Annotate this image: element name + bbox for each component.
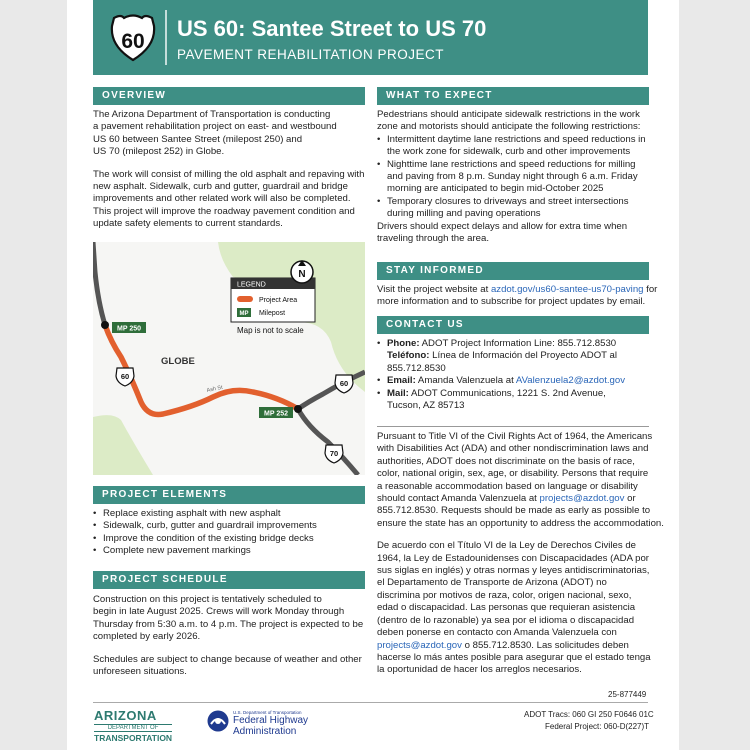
schedule-paragraph-2: Schedules are subject to change because of weather and other unforeseen situations. [93, 653, 362, 678]
map-city-label: GLOBE [161, 356, 195, 367]
expect-list [377, 134, 667, 221]
svg-text:60: 60 [339, 379, 349, 388]
contact-us-heading: CONTACT US [377, 316, 649, 334]
overview-paragraph-1: The Arizona Department of Transportation is conducting a pavement rehabilitation project on east- and westbound US 60 between Santee Street (milepost 250) and US 70 (milepost 252) in Globe. [93, 109, 337, 158]
shield-number: 60 [121, 30, 145, 53]
schedule-text [93, 594, 378, 688]
list-item: • Replace existing asphalt with new asphalt [93, 508, 378, 520]
legend-project-area-swatch [237, 296, 253, 302]
expect-text [377, 109, 667, 245]
what-to-expect-heading: WHAT TO EXPECT [377, 87, 649, 105]
svg-text:MP 250: MP 250 [117, 325, 141, 333]
svg-text:N: N [298, 269, 306, 280]
svg-text:Milepost: Milepost [259, 310, 286, 317]
title-vi-spanish: De acuerdo con el Título VI de la Ley de Derechos Civiles de 1964, la Ley de Estadounidenses con Discapacidades (ADA por sus siglas en inglés) y otras normas y leyes antidiscriminatorias, el Departamento de Transporte de Arizona (ADOT) no discrimina por motivos de raza, color, origen nacional, sexo, edad o discapacidad. Las personas que requieran asistencia (dentro de lo razonable) ya sea por el idioma o discapacidad deben ponerse en contacto con Amanda Valenzuela con projects@azdot.gov o 855.712.8530. Las solicitudes deben hacerse lo más antes posible para asegurar que el estado tenga la oportunidad de hacer los arreglos necesarios. [377, 540, 651, 676]
contact-email-link[interactable]: AValenzuela2@azdot.gov [515, 375, 626, 387]
stay-informed-text: Visit the project website at azdot.gov/us60-santee-us70-paving for more information and to subscribe for project updates by email. [377, 284, 658, 308]
svg-text:70: 70 [329, 449, 339, 458]
expect-outro: Drivers should expect delays and allow for extra time when traveling through the area. [377, 220, 628, 245]
contact-mail: • Mail: ADOT Communications, 1221 S. 2nd Avenue, Tucson, AZ 85713 [377, 388, 667, 413]
overview-heading: OVERVIEW [93, 87, 365, 105]
schedule-paragraph-1: Construction on this project is tentatively scheduled to begin in late August 2025. Crews will work Monday through Thursday from 5:30 a.m. to 4 p.m. The project is expected to be completed by early 2026. [93, 594, 364, 643]
project-elements-list [93, 508, 378, 558]
list-item: • Nighttime lane restrictions and speed reductions for milling and paving from 8 p.m. Sunday night through 6 a.m. Friday morning are anticipated to begin mid-October 2025 [377, 159, 667, 196]
document-code: 25-877449 [608, 690, 647, 699]
footer-divider [93, 702, 648, 703]
section-divider [377, 426, 649, 427]
fact-sheet-page: 60 US 60: Santee Street to US 70 PAVEMENT REHABILITATION PROJECT OVERVIEW The Arizona Department of Transportation is conducting a pavement rehabilitation project on east- and westbound US 60 between Santee Street (milepost 250) and US 70 (milepost 252) in Globe. The work will consist of milling the old asphalt and repaving with new asphalt. Sidewalk, curb and gutter, guardrail and bridge improvements and other related work will also be completed. This project will improve the roadway pavement condition and update safety elements to current standards. MP 250 MP 252 GLOBE Ash St 60 60 70 LEGEND Project Area MP Milepost N Map is not to scale PROJECT ELEMENTS • Replace existing asphalt with new asphalt • Sidewalk, curb, gutter and guardrail improvements • Improve the condition of the existing bridge decks • Complete new pavement markings PROJECT SCHEDULE Construction on this project is tentatively scheduled to begin in late August 2025. Crews will work Monday through Thursday from 5:30 a.m. to 4 p.m. The project is expected to be completed by early 2026. Schedules are subject to change because of weather and other unforeseen situations. WHAT TO EXPECT Pedestrians should anticipate sidewalk restrictions in the work zone and motorists should anticipate the following restrictions: • Intermittent daytime lane restrictions and speed reductions in the work zone for sidewalk, curb and other improvements • Nighttime lane restrictions and speed reductions for milling and paving from 8 p.m. Sunday night through 6 a.m. Friday morning are anticipated to begin mid-October 2025 • Temporary closures to driveways and street intersections during milling and paving operations Drivers should expect delays and allow for extra time when traveling through the area. STAY INFORMED Visit the project website at azdot.gov/us60-santee-us70-paving for more information and to subscribe for project updates by email. CONTACT US • Phone: ADOT Project Information Line: 855.712.8530 Teléfono: Línea de Información del Proyecto ADOT al 855.712.8530 • Email: Amanda Valenzuela at AValenzuela2@azdot.gov • Mail: ADOT Communications, 1221 S. 2nd Avenue, Tucson, AZ 85713 Pursuant to Title VI of the Civil Rights Act of 1964, the Americans with Disabilities Act (ADA) and other nondiscrimination laws and authorities, ADOT does not discriminate on the basis of race, color, national origin, sex, age, or disability. Persons that require a reasonable accommodation based on language or disability should contact Amanda Valenzuela at projects@azdot.gov or 855.712.8530. Requests should be made as early as possible to ensure the state has an opportunity to address the accommodation. De acuerdo con el Título VI de la Ley de Derechos Civiles de 1964, la Ley de Estadounidenses con Discapacidades (ADA por sus siglas en inglés) y otras normas y leyes antidiscriminatorias, el Departamento de Transporte de Arizona (ADOT) no discrimina por motivos de raza, color, origen nacional, sexo, edad o discapacidad. Las personas que requieran asistencia (dentro de lo razonable) ya sea por el idioma o discapacidad deben ponerse en contacto con Amanda Valenzuela con projects@azdot.gov o 855.712.8530. Las solicitudes deben hacerse lo más antes posible para asegurar que el estado tenga la oportunidad de hacer los arreglos necesarios. 25-877449 ARIZONA DEPARTMENT OF TRANSPORTATION U.S. Department of Transportation Federal Highway Administration ADOT Tracs: 060 GI 250 F0646 01C Federal Project: 060-D(227)T [67, 0, 679, 750]
header-banner [93, 0, 648, 75]
page-title: US 60: Santee Street to US 70 [177, 16, 487, 41]
milepost-250-marker [101, 321, 109, 329]
accommodation-email-link-es[interactable]: projects@azdot.gov [377, 639, 462, 651]
adot-logo: ARIZONA DEPARTMENT OF TRANSPORTATION [94, 708, 173, 743]
list-item: • Complete new pavement markings [93, 545, 378, 557]
mp252-label [259, 407, 293, 418]
expect-intro: Pedestrians should anticipate sidewalk restrictions in the work zone and motorists should anticipate the following restrictions: [377, 109, 641, 133]
map-scale-note: Map is not to scale [237, 326, 304, 335]
contact-phone: • Phone: ADOT Project Information Line: 855.712.8530 Teléfono: Línea de Información del Proyecto ADOT al 855.712.8530 [377, 338, 667, 375]
north-arrow-icon [291, 260, 313, 283]
project-website-link[interactable]: azdot.gov/us60-santee-us70-paving [490, 284, 644, 295]
list-item: • Intermittent daytime lane restrictions and speed reductions in the work zone for sidewalk, curb and other improvements [377, 134, 667, 159]
svg-text:MP 252: MP 252 [264, 410, 288, 418]
us-route-shield-icon [109, 12, 157, 62]
overview-text [93, 109, 373, 241]
overview-paragraph-2: The work will consist of milling the old asphalt and repaving with new asphalt. Sidewalk, curb and gutter, guardrail and bridge improvements and other related work will also be completed. This project will improve the roadway pavement condition and update safety elements to current standards. [93, 168, 365, 230]
page-subtitle: PAVEMENT REHABILITATION PROJECT [177, 47, 445, 62]
contact-list [377, 338, 667, 412]
map-legend [231, 278, 315, 322]
project-elements-heading: PROJECT ELEMENTS [93, 486, 365, 504]
project-map [93, 242, 365, 475]
svg-text:MP: MP [239, 311, 249, 317]
list-item: • Sidewalk, curb, gutter and guardrail improvements [93, 520, 378, 532]
milepost-252-marker [294, 405, 302, 413]
project-schedule-heading: PROJECT SCHEDULE [93, 571, 365, 589]
contact-email: • Email: Amanda Valenzuela at AValenzuela2@azdot.gov [377, 375, 667, 387]
mp250-label [112, 322, 146, 333]
usdot-seal-icon [207, 710, 229, 732]
header-divider [165, 10, 167, 65]
title-vi-notice [377, 431, 672, 687]
federal-project-number: Federal Project: 060-D(227)T [545, 722, 650, 731]
list-item: • Improve the condition of the existing bridge decks [93, 533, 378, 545]
map-street-label: Ash St [206, 384, 224, 394]
svg-text:60: 60 [120, 372, 130, 381]
stay-informed-heading: STAY INFORMED [377, 262, 649, 280]
svg-text:LEGEND: LEGEND [237, 281, 266, 289]
list-item: • Temporary closures to driveways and street intersections during milling and paving operations [377, 196, 667, 221]
svg-text:Project Area: Project Area [259, 297, 298, 304]
accommodation-email-link[interactable]: projects@azdot.gov [539, 493, 625, 505]
adot-tracs-number: ADOT Tracs: 060 GI 250 F0646 01C [524, 710, 654, 719]
title-vi-english: Pursuant to Title VI of the Civil Rights Act of 1964, the Americans with Disabilities Act (ADA) and other nondiscrimination laws and authorities, ADOT does not discriminate on the basis of race, color, national origin, sex, age, or disability. Persons that require a reasonable accommodation based on language or disability should contact Amanda Valenzuela at projects@azdot.gov or 855.712.8530. Requests should be made as early as possible to ensure the state has an opportunity to address the accommodation. [377, 431, 664, 529]
